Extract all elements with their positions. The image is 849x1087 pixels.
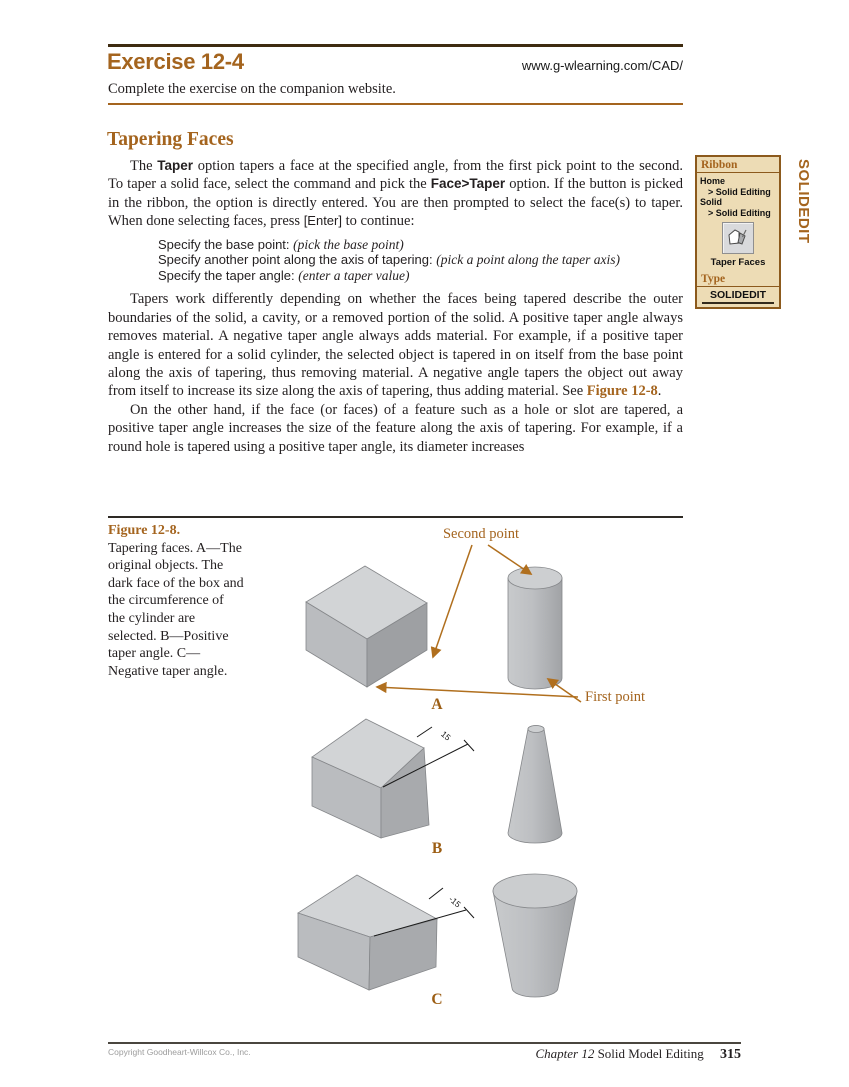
ribbon-nav-home: Home [700, 176, 726, 186]
label-a: A [431, 696, 443, 713]
exercise-instruction: Complete the exercise on the companion website. [108, 81, 396, 97]
prompt-hint: (enter a taper value) [298, 267, 410, 283]
cone-c-top [493, 874, 577, 908]
figure-part-a [306, 526, 645, 713]
second-point-arrow-to-box [433, 545, 472, 657]
enter-key-text: [Enter] [303, 213, 342, 229]
footer-chapter-info [108, 1046, 741, 1063]
prompt-hint: (pick a point along the taper axis) [436, 252, 620, 268]
chapter-number: Chapter 12 [535, 1046, 595, 1061]
dimension-c-tick-2 [464, 907, 474, 918]
header-rule [108, 103, 683, 105]
cylinder-a-body [508, 578, 562, 689]
paragraph-2 [108, 290, 683, 400]
taper-faces-button [722, 222, 754, 254]
figure-part-b [312, 719, 562, 857]
ribbon-nav-solid-editing-1: > Solid Editing [708, 186, 771, 197]
paragraph-2-text: Tapers work differently depending on whether the faces being tapered describe the outer boundaries of the solid, a cavity, or a removed portion of the solid. A positive taper angle always removes material. A negative taper angle always adds material. For example, if a positive taper angle is entered for a solid cylinder, the selected object is tapered in on itself from the base point along the axis of tapering, thus removing material. A negative angle tapers the object out away from itself to increase its size along the axis of tapering, thus adding material. See [108, 291, 683, 400]
label-c: C [431, 991, 443, 1008]
body-text-column [108, 157, 683, 456]
taper-faces-label: Taper Faces [710, 257, 766, 268]
paragraph-1-text: option. If the button is picked in the ribbon, the option is directly entered. You are then prompted to select the face(s) to taper. When done selecting faces, press [108, 176, 683, 230]
ribbon-panel-header: Ribbon [697, 157, 779, 173]
ribbon-reference-panel [695, 155, 781, 309]
figure-part-c [298, 874, 577, 1008]
first-point-label: First point [585, 689, 646, 705]
prompt-hint: (pick the base point) [293, 236, 404, 252]
footer-rule [108, 1042, 741, 1044]
dimension-b-value: 15 [439, 728, 453, 743]
type-panel-header: Type [697, 271, 779, 287]
top-rule [108, 44, 683, 47]
ribbon-nav-path [697, 173, 779, 219]
ribbon-nav-solid: Solid [700, 197, 722, 207]
paragraph-1-text: to continue: [341, 213, 415, 230]
figure-caption-text: Tapering faces. A—The original objects. The dark face of the box and the circumference of the cylinder are selected. B—Positive taper angle. C—Negative taper angle. [108, 540, 244, 679]
taper-keyword: Taper [157, 158, 194, 173]
paragraph-3: On the other hand, if the face (or faces) of a feature such as a hole or slot are tapered, a positive taper angle increases the size of the feature along the axis of tapering. For example, if a round hole is tapered using a positive taper angle, its diameter increases [108, 401, 683, 455]
dimension-c-value: -15 [447, 893, 463, 910]
dimension-c-tick-1 [429, 888, 443, 899]
dimension-b-tick-1 [417, 727, 432, 737]
figure-caption [108, 522, 244, 680]
prompt-command: Specify another point along the axis of tapering: [158, 252, 437, 268]
page-number: 315 [720, 1047, 741, 1062]
section-heading: Tapering Faces [107, 129, 234, 150]
prompt-line [158, 252, 683, 268]
chapter-title: Solid Model Editing [597, 1046, 704, 1061]
paragraph-2-text: . [657, 383, 662, 400]
second-point-arrow-to-cylinder [488, 545, 531, 574]
prompt-line [158, 268, 683, 284]
taper-faces-icon [726, 226, 750, 250]
taper-faces-button-row [697, 219, 779, 255]
cone-b-top [528, 726, 544, 733]
paragraph-1-text: option tapers a face at the specified angle, from the first pick point to the second. To taper a solid face, select the command and pick the [108, 158, 683, 193]
solidedit-command: SOLIDEDIT [702, 288, 774, 304]
paragraph-1-text: The [130, 158, 158, 174]
figure-reference: Figure 12-8 [586, 383, 658, 400]
second-point-label: Second point [442, 526, 520, 542]
copyright-notice: Copyright Goodheart-Willcox Co., Inc. [108, 1047, 251, 1057]
prompt-command: Specify the taper angle: [158, 267, 299, 283]
prompt-line [158, 237, 683, 253]
paragraph-1 [108, 157, 683, 231]
companion-website-url[interactable]: www.g-wlearning.com/CAD/ [521, 58, 683, 73]
command-prompt-block [158, 237, 683, 284]
figure-12-8-illustration [240, 518, 690, 1018]
exercise-title: Exercise 12-4 [107, 49, 244, 74]
face-taper-keyword: Face>Taper [430, 176, 506, 192]
first-point-arrow-to-cylinder [548, 679, 581, 702]
solidedit-margin-tab: SOLIDEDIT [795, 159, 812, 244]
ribbon-nav-solid-editing-2: > Solid Editing [708, 207, 771, 218]
cylinder-a-top [508, 567, 562, 589]
label-b: B [431, 840, 443, 857]
first-point-arrow-to-box [377, 687, 578, 697]
prompt-command: Specify the base point: [158, 236, 294, 252]
cone-b-body [508, 726, 562, 844]
figure-caption-label: Figure 12-8. [108, 523, 181, 538]
